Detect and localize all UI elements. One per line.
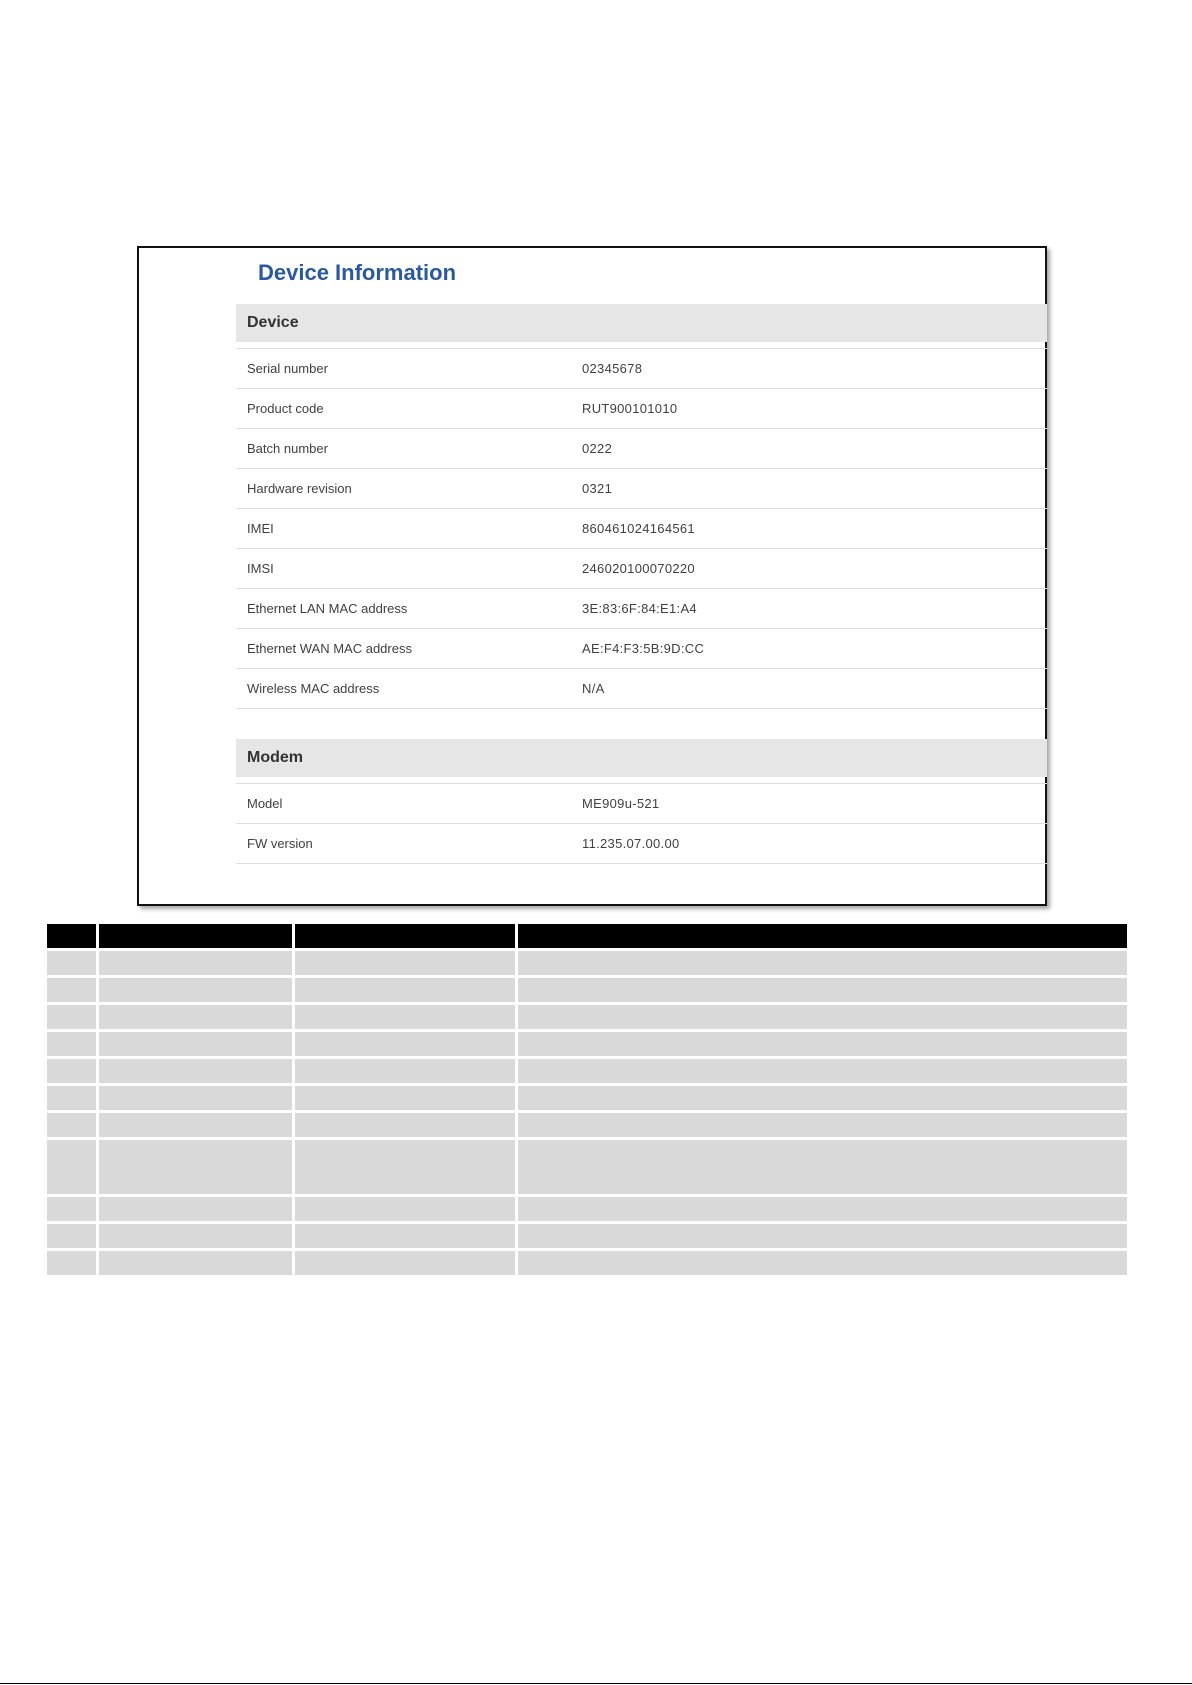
table-row	[47, 1113, 1127, 1137]
info-value: RUT900101010	[582, 401, 678, 416]
table-row	[47, 951, 1127, 975]
table-cell	[47, 1197, 96, 1221]
info-value: 11.235.07.00.00	[582, 836, 680, 851]
table-cell	[99, 1140, 292, 1194]
table-cell	[518, 1224, 1127, 1248]
table-cell	[47, 1224, 96, 1248]
table-cell	[295, 1140, 515, 1194]
info-row-batch-number	[236, 429, 1047, 469]
table-cell	[99, 1224, 292, 1248]
table-cell	[99, 1086, 292, 1110]
table-cell	[518, 1113, 1127, 1137]
table-row	[47, 1197, 1127, 1221]
info-row-imei	[236, 509, 1047, 549]
table-cell	[47, 1005, 96, 1029]
table-cell	[518, 1059, 1127, 1083]
table-cell	[518, 951, 1127, 975]
table-row	[47, 1224, 1127, 1248]
table-cell	[295, 978, 515, 1002]
info-label: Ethernet WAN MAC address	[247, 641, 412, 656]
info-value: 246020100070220	[582, 561, 695, 576]
page-title: Device Information	[258, 260, 457, 285]
table-row	[47, 1251, 1127, 1275]
table-cell	[99, 978, 292, 1002]
table-cell	[518, 1032, 1127, 1056]
info-row-wireless-mac	[236, 669, 1047, 709]
field-description-table	[44, 921, 1130, 1278]
info-row-fw-version	[236, 824, 1047, 864]
table-row	[47, 1032, 1127, 1056]
info-row-model	[236, 784, 1047, 824]
info-row-serial-number	[236, 349, 1047, 389]
info-label: IMEI	[247, 521, 274, 536]
device-info-list	[236, 349, 1047, 709]
device-information-screenshot	[137, 246, 1047, 906]
table-cell	[47, 1113, 96, 1137]
table-cell	[295, 1032, 515, 1056]
table-cell	[47, 1140, 96, 1194]
table-cell	[295, 1224, 515, 1248]
info-label: Ethernet LAN MAC address	[247, 601, 408, 616]
section-header-modem: Modem	[236, 739, 1047, 777]
table-cell	[518, 978, 1127, 1002]
table-header-cell	[99, 924, 292, 948]
info-value: 0222	[582, 441, 613, 456]
modem-info-list	[236, 784, 1047, 864]
table-cell	[47, 1032, 96, 1056]
info-value: 02345678	[582, 361, 643, 376]
table-cell	[47, 978, 96, 1002]
table-cell	[295, 1059, 515, 1083]
table-header-cell	[47, 924, 96, 948]
table-row	[47, 1140, 1127, 1194]
info-label: Product code	[247, 401, 324, 416]
table-cell	[518, 1005, 1127, 1029]
table-cell	[518, 1086, 1127, 1110]
table-cell	[47, 1059, 96, 1083]
info-value: 0321	[582, 481, 613, 496]
table-cell	[295, 1251, 515, 1275]
table-row	[47, 1086, 1127, 1110]
section-header-device: Device	[236, 304, 1047, 342]
table-cell	[518, 1197, 1127, 1221]
page-footer-rule	[0, 1683, 1192, 1684]
info-value: N/A	[582, 681, 605, 696]
table-cell	[518, 1251, 1127, 1275]
info-label: Wireless MAC address	[247, 681, 380, 696]
info-row-ethernet-wan-mac	[236, 629, 1047, 669]
table-cell	[99, 951, 292, 975]
table-cell	[99, 1005, 292, 1029]
info-label: FW version	[247, 836, 313, 851]
info-label: Model	[247, 796, 283, 811]
info-row-product-code	[236, 389, 1047, 429]
info-label: IMSI	[247, 561, 274, 576]
info-label: Hardware revision	[247, 481, 352, 496]
table-cell	[47, 951, 96, 975]
table-header-cell	[518, 924, 1127, 948]
table-cell	[295, 1005, 515, 1029]
table-cell	[99, 1197, 292, 1221]
table-row	[47, 1005, 1127, 1029]
info-value: 860461024164561	[582, 521, 695, 536]
table-cell	[99, 1059, 292, 1083]
table-header-row	[47, 924, 1127, 948]
table-cell	[99, 1113, 292, 1137]
info-row-ethernet-lan-mac	[236, 589, 1047, 629]
info-row-imsi	[236, 549, 1047, 589]
info-value: 3E:83:6F:84:E1:A4	[582, 601, 697, 616]
table-row	[47, 1059, 1127, 1083]
table-cell	[295, 951, 515, 975]
table-cell	[47, 1251, 96, 1275]
info-value: ME909u-521	[582, 796, 660, 811]
table-cell	[99, 1251, 292, 1275]
info-label: Serial number	[247, 361, 328, 376]
table-cell	[518, 1140, 1127, 1194]
table-header-cell	[295, 924, 515, 948]
table-row	[47, 978, 1127, 1002]
table-cell	[295, 1113, 515, 1137]
info-row-hardware-revision	[236, 469, 1047, 509]
info-label: Batch number	[247, 441, 328, 456]
table-cell	[295, 1197, 515, 1221]
table-cell	[295, 1086, 515, 1110]
table-cell	[47, 1086, 96, 1110]
table-cell	[99, 1032, 292, 1056]
info-value: AE:F4:F3:5B:9D:CC	[582, 641, 705, 656]
